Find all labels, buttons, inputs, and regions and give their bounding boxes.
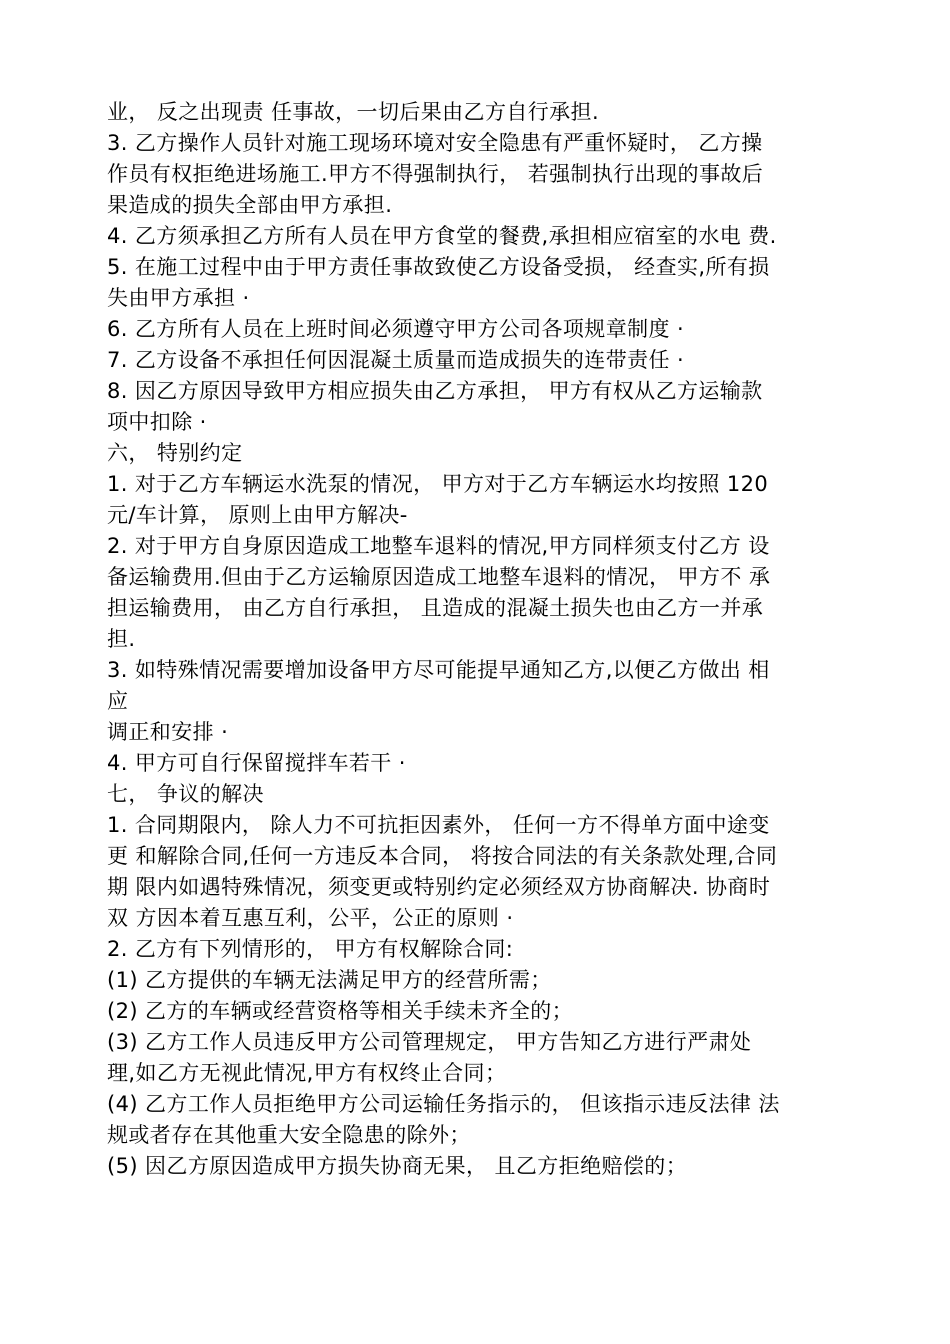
text-line: 7. 乙方设备不承担任何因混凝土质量而造成损失的连带责任 ·: [107, 348, 685, 372]
section-heading: 六， 特别约定: [107, 441, 243, 465]
text-line: 期 限内如遇特殊情况，须变更或特别约定必须经双方协商解决. 协商时: [107, 875, 771, 899]
text-line: 5. 在施工过程中由于甲方责任事故致使乙方设备受损， 经查实,所有损: [107, 255, 770, 279]
text-line: 规或者存在其他重大安全隐患的除外；: [107, 1123, 471, 1147]
text-line: 业， 反之出现责 任事故，一切后果由乙方自行承担.: [107, 100, 600, 124]
text-line: 6. 乙方所有人员在上班时间必须遵守甲方公司各项规章制度 ·: [107, 317, 685, 341]
section-heading: 七， 争议的解决: [107, 782, 264, 806]
text-line: (1) 乙方提供的车辆无法满足甲方的经营所需；: [107, 968, 552, 992]
text-line: 失由甲方承担 ·: [107, 286, 250, 310]
text-line: 更 和解除合同,任何一方违反本合同， 将按合同法的有关条款处理,合同: [107, 844, 778, 868]
text-line: 担运输费用， 由乙方自行承担， 且造成的混凝土损失也由乙方一并承: [107, 596, 764, 620]
text-line: 果造成的损失全部由甲方承担.: [107, 193, 393, 217]
text-line: 备运输费用.但由于乙方运输原因造成工地整车退料的情况， 甲方不 承: [107, 565, 771, 589]
text-line: 4. 乙方须承担乙方所有人员在甲方食堂的餐费,承担相应宿室的水电 费.: [107, 224, 777, 248]
text-line: 2. 乙方有下列情形的， 甲方有权解除合同:: [107, 937, 514, 961]
text-line: 3. 如特殊情况需要增加设备甲方尽可能提早通知乙方,以便乙方做出 相: [107, 658, 770, 682]
text-line: (5) 因乙方原因造成甲方损失协商无果， 且乙方拒绝赔偿的；: [107, 1154, 688, 1178]
text-line: 8. 因乙方原因导致甲方相应损失由乙方承担， 甲方有权从乙方运输款: [107, 379, 763, 403]
text-line: (3) 乙方工作人员违反甲方公司管理规定， 甲方告知乙方进行严肃处: [107, 1030, 752, 1054]
text-line: 调正和安排 ·: [107, 720, 229, 744]
text-line: 双 方因本着互惠互利，公平，公正的原则 ·: [107, 906, 514, 930]
text-line: 1. 合同期限内， 除人力不可抗拒因素外， 任何一方不得单方面中途变: [107, 813, 770, 837]
text-line: 理,如乙方无视此情况,甲方有权终止合同；: [107, 1061, 507, 1085]
text-line: 3. 乙方操作人员针对施工现场环境对安全隐患有严重怀疑时， 乙方操: [107, 131, 763, 155]
text-line: 2. 对于甲方自身原因造成工地整车退料的情况,甲方同样须支付乙方 设: [107, 534, 770, 558]
text-line: (4) 乙方工作人员拒绝甲方公司运输任务指示的， 但该指示违反法律 法: [107, 1092, 780, 1116]
text-line: 作员有权拒绝进场施工.甲方不得强制执行， 若强制执行出现的事故后: [107, 162, 764, 186]
text-line: 应: [107, 689, 129, 713]
text-line: 元/车计算， 原则上由甲方解决-: [107, 503, 408, 527]
document-body: [107, 97, 852, 1182]
text-line: 4. 甲方可自行保留搅拌车若干 ·: [107, 751, 406, 775]
text-line: (2) 乙方的车辆或经营资格等相关手续未齐全的；: [107, 999, 574, 1023]
text-line: 担.: [107, 627, 136, 651]
text-line: 项中扣除 ·: [107, 410, 207, 434]
text-line: 1. 对于乙方车辆运水洗泵的情况， 甲方对于乙方车辆运水均按照 120: [107, 472, 769, 496]
